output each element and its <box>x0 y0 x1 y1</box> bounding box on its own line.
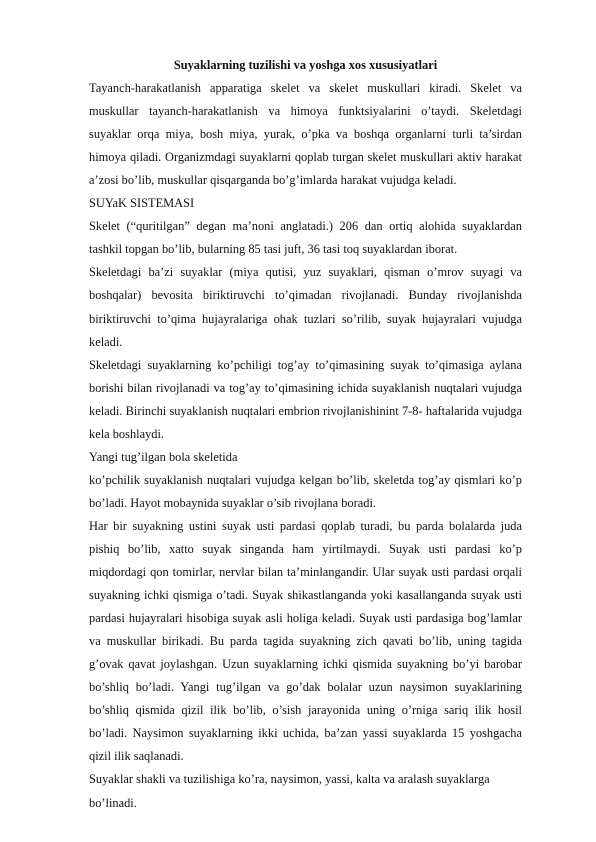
paragraph-bone-shapes: Suyaklar shakli va tuzilishiga ko’ra, naysimon, yassi, kalta va aralash suyaklarga bo’linadi. <box>89 772 490 810</box>
section-heading: SUYaK SISTEMASI <box>89 196 195 211</box>
paragraph-skelet: Skelet (“quritilgan” degan ma’noni anglatadi.) 206 dan ortiq alohida suyaklardan tashkil topgan bo’lib, bularning 85 tasi juft, 36 tasi toq suyaklardan iborat. <box>89 219 522 257</box>
paragraph-newborn: ko’pchilik suyaklanish nuqtalari vujudga kelgan bo’lib, skeletda tog’ay qismlari ko’p bo’ladi. Hayot mobaynida suyaklar o’sib rivojlana boradi. <box>89 472 522 510</box>
document-body <box>89 54 522 815</box>
paragraph-connective-tissue: Skeletdagi ba’zi suyaklar (miya qutisi, yuz suyaklari, qisman o’mrov suyagi va boshqalar) bevosita biriktiruvchi to’qimadan rivojlanadi. Bunday rivojlanishda biriktiruvchi to’qima hujayralariga ohak tuzlari so’rilib, suyak hujayralari vujudga keladi. <box>89 265 522 349</box>
paragraph-cartilage: Skeletdagi suyaklarning ko’pchiligi tog’ay to’qimasining suyak to’qimasiga aylana borishi bilan rivojlanadi va tog’ay to’qimasining ichida suyaklanish nuqtalari vujudga keladi. Birinchi suyaklanish nuqtalari embrion rivojlanishinint 7-8- haftalarida vujudga kela boshlaydi. <box>89 357 522 441</box>
document-title: Suyaklarning tuzilishi va yoshga xos xususiyatlari <box>173 58 438 72</box>
paragraph-intro: Tayanch-harakatlanish apparatiga skelet va skelet muskullari kiradi. Skelet va muskullar tayanch-harakatlanish va himoya funktsiyalarini o’taydi. Skeletdagi suyaklar orqa miya, bosh miya, yurak, o’pka va boshqa organlarni turli ta’sirdan himoya qiladi. Organizmdagi suyaklarni qoplab turgan skelet muskullari aktiv harakat a’zosi bo’lib, muskullar qisqarganda bo’g’imlarda harakat vujudga keladi. <box>89 81 522 188</box>
paragraph-newborn-heading: Yangi tug’ilgan bola skeletida <box>89 449 238 464</box>
paragraph-periosteum: Har bir suyakning ustini suyak usti pardasi qoplab turadi, bu parda bolalarda juda pishiq bo’lib, xatto suyak singanda ham yirtilmaydi. Suyak usti pardasi ko’p miqdordagi qon tomirlar, nervlar bilan ta’minlangandir. Ular suyak usti pardasi orqali suyakning ichki qismiga o’tadi. Suyak shikastlanganda yoki kasallanganda suyak usti pardasi hujayralari hisobiga suyak asli holiga keladi. Suyak usti pardasiga bog’lamlar va muskullar birikadi. Bu parda tagida suyakning zich qavati bo’lib, uning tagida g’ovak qavat joylashgan. Uzun suyaklarning ichki qismida suyakning bo’yi barobar bo’shliq bo’ladi. Yangi tug’ilgan va go’dak bolalar uzun naysimon suyaklarining bo’shliq qismida qizil ilik bo’lib, o’sish jarayonida uning o’rniga sariq ilik hosil bo’ladi. Naysimon suyaklarning ikki uchida, ba’zan yassi suyaklarda 15 yoshgacha qizil ilik saqlanadi. <box>89 518 522 764</box>
